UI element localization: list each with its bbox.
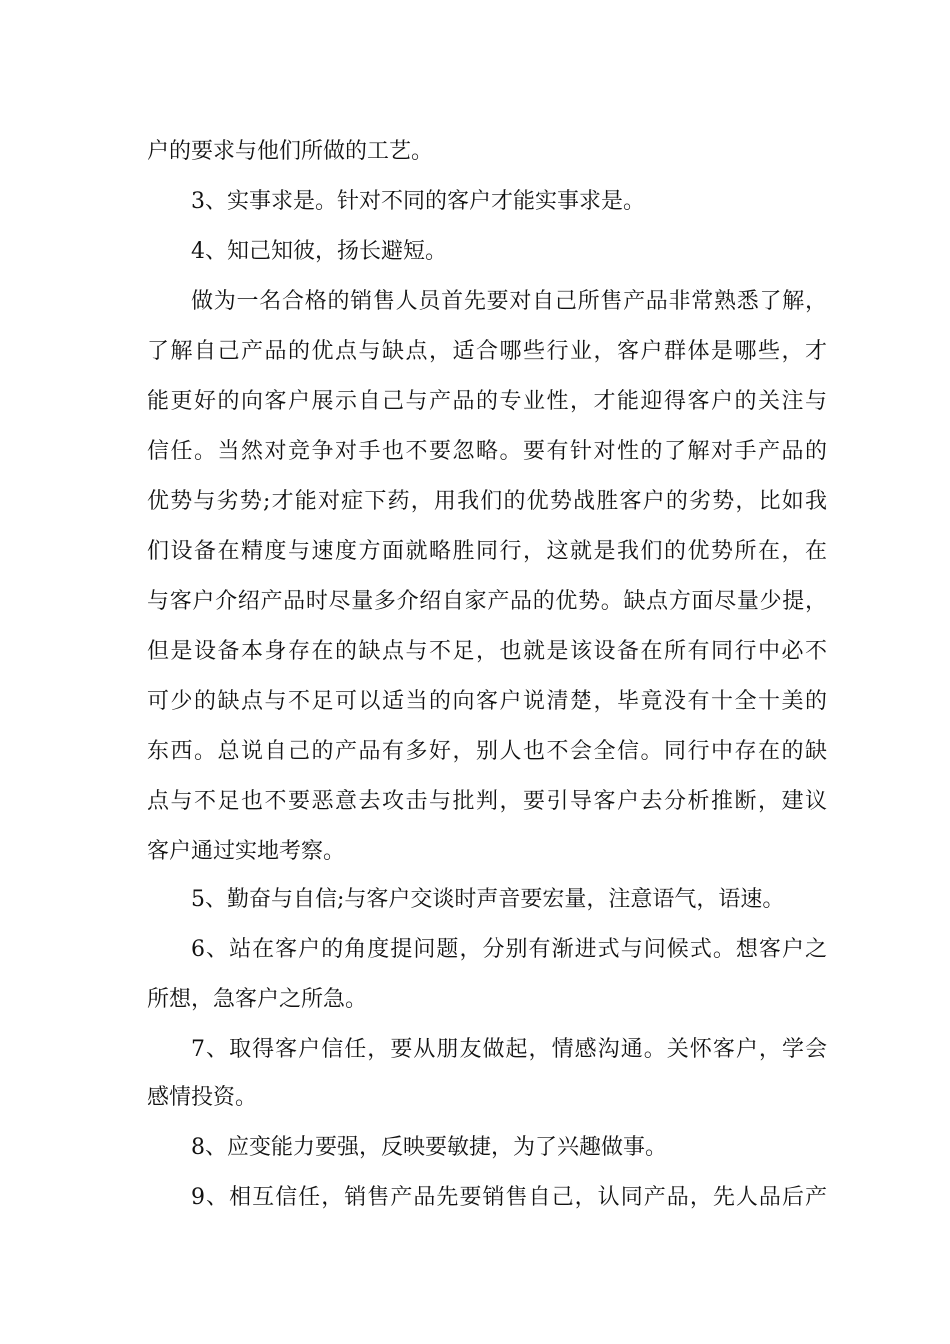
text-line-10: 与客户介绍产品时尽量多介绍自家产品的优势。缺点方面尽量少提， bbox=[147, 589, 827, 614]
text-line-5: 了解自己产品的优点与缺点，适合哪些行业，客户群体是哪些，才 bbox=[147, 339, 827, 364]
text-line-4: 做为一名合格的销售人员首先要对自己所售产品非常熟悉了解， bbox=[191, 289, 827, 314]
text-line-19: 7、取得客户信任，要从朋友做起，情感沟通。关怀客户，学会 bbox=[191, 1037, 827, 1062]
text-line-18: 所想，急客户之所急。 bbox=[147, 987, 368, 1012]
text-line-12: 可少的缺点与不足可以适当的向客户说清楚，毕竟没有十全十美的 bbox=[147, 689, 827, 714]
text-line-1: 户的要求与他们所做的工艺。 bbox=[147, 139, 434, 164]
text-line-13: 东西。总说自己的产品有多好，别人也不会全信。同行中存在的缺 bbox=[147, 739, 827, 764]
text-line-2: 3、实事求是。针对不同的客户才能实事求是。 bbox=[191, 189, 645, 214]
text-line-20: 感情投资。 bbox=[147, 1085, 258, 1110]
text-line-14: 点与不足也不要恶意去攻击与批判，要引导客户去分析推断，建议 bbox=[147, 789, 827, 814]
text-line-3: 4、知己知彼，扬长避短。 bbox=[191, 239, 447, 264]
text-line-6: 能更好的向客户展示自己与产品的专业性，才能迎得客户的关注与 bbox=[147, 389, 827, 414]
text-line-15: 客户通过实地考察。 bbox=[147, 839, 346, 864]
text-line-11: 但是设备本身存在的缺点与不足，也就是该设备在所有同行中必不 bbox=[147, 639, 827, 664]
text-line-17: 6、站在客户的角度提问题，分别有渐进式与问候式。想客户之 bbox=[191, 937, 827, 962]
text-line-21: 8、应变能力要强，反映要敏捷，为了兴趣做事。 bbox=[191, 1135, 667, 1160]
text-line-8: 优势与劣势;才能对症下药，用我们的优势战胜客户的劣势，比如我 bbox=[147, 489, 827, 514]
text-line-22: 9、相互信任，销售产品先要销售自己，认同产品，先人品后产 bbox=[191, 1185, 827, 1210]
text-line-9: 们设备在精度与速度方面就略胜同行，这就是我们的优势所在，在 bbox=[147, 539, 827, 564]
text-line-16: 5、勤奋与自信;与客户交谈时声音要宏量，注意语气，语速。 bbox=[191, 887, 785, 912]
text-line-7: 信任。当然对竞争对手也不要忽略。要有针对性的了解对手产品的 bbox=[147, 439, 827, 464]
